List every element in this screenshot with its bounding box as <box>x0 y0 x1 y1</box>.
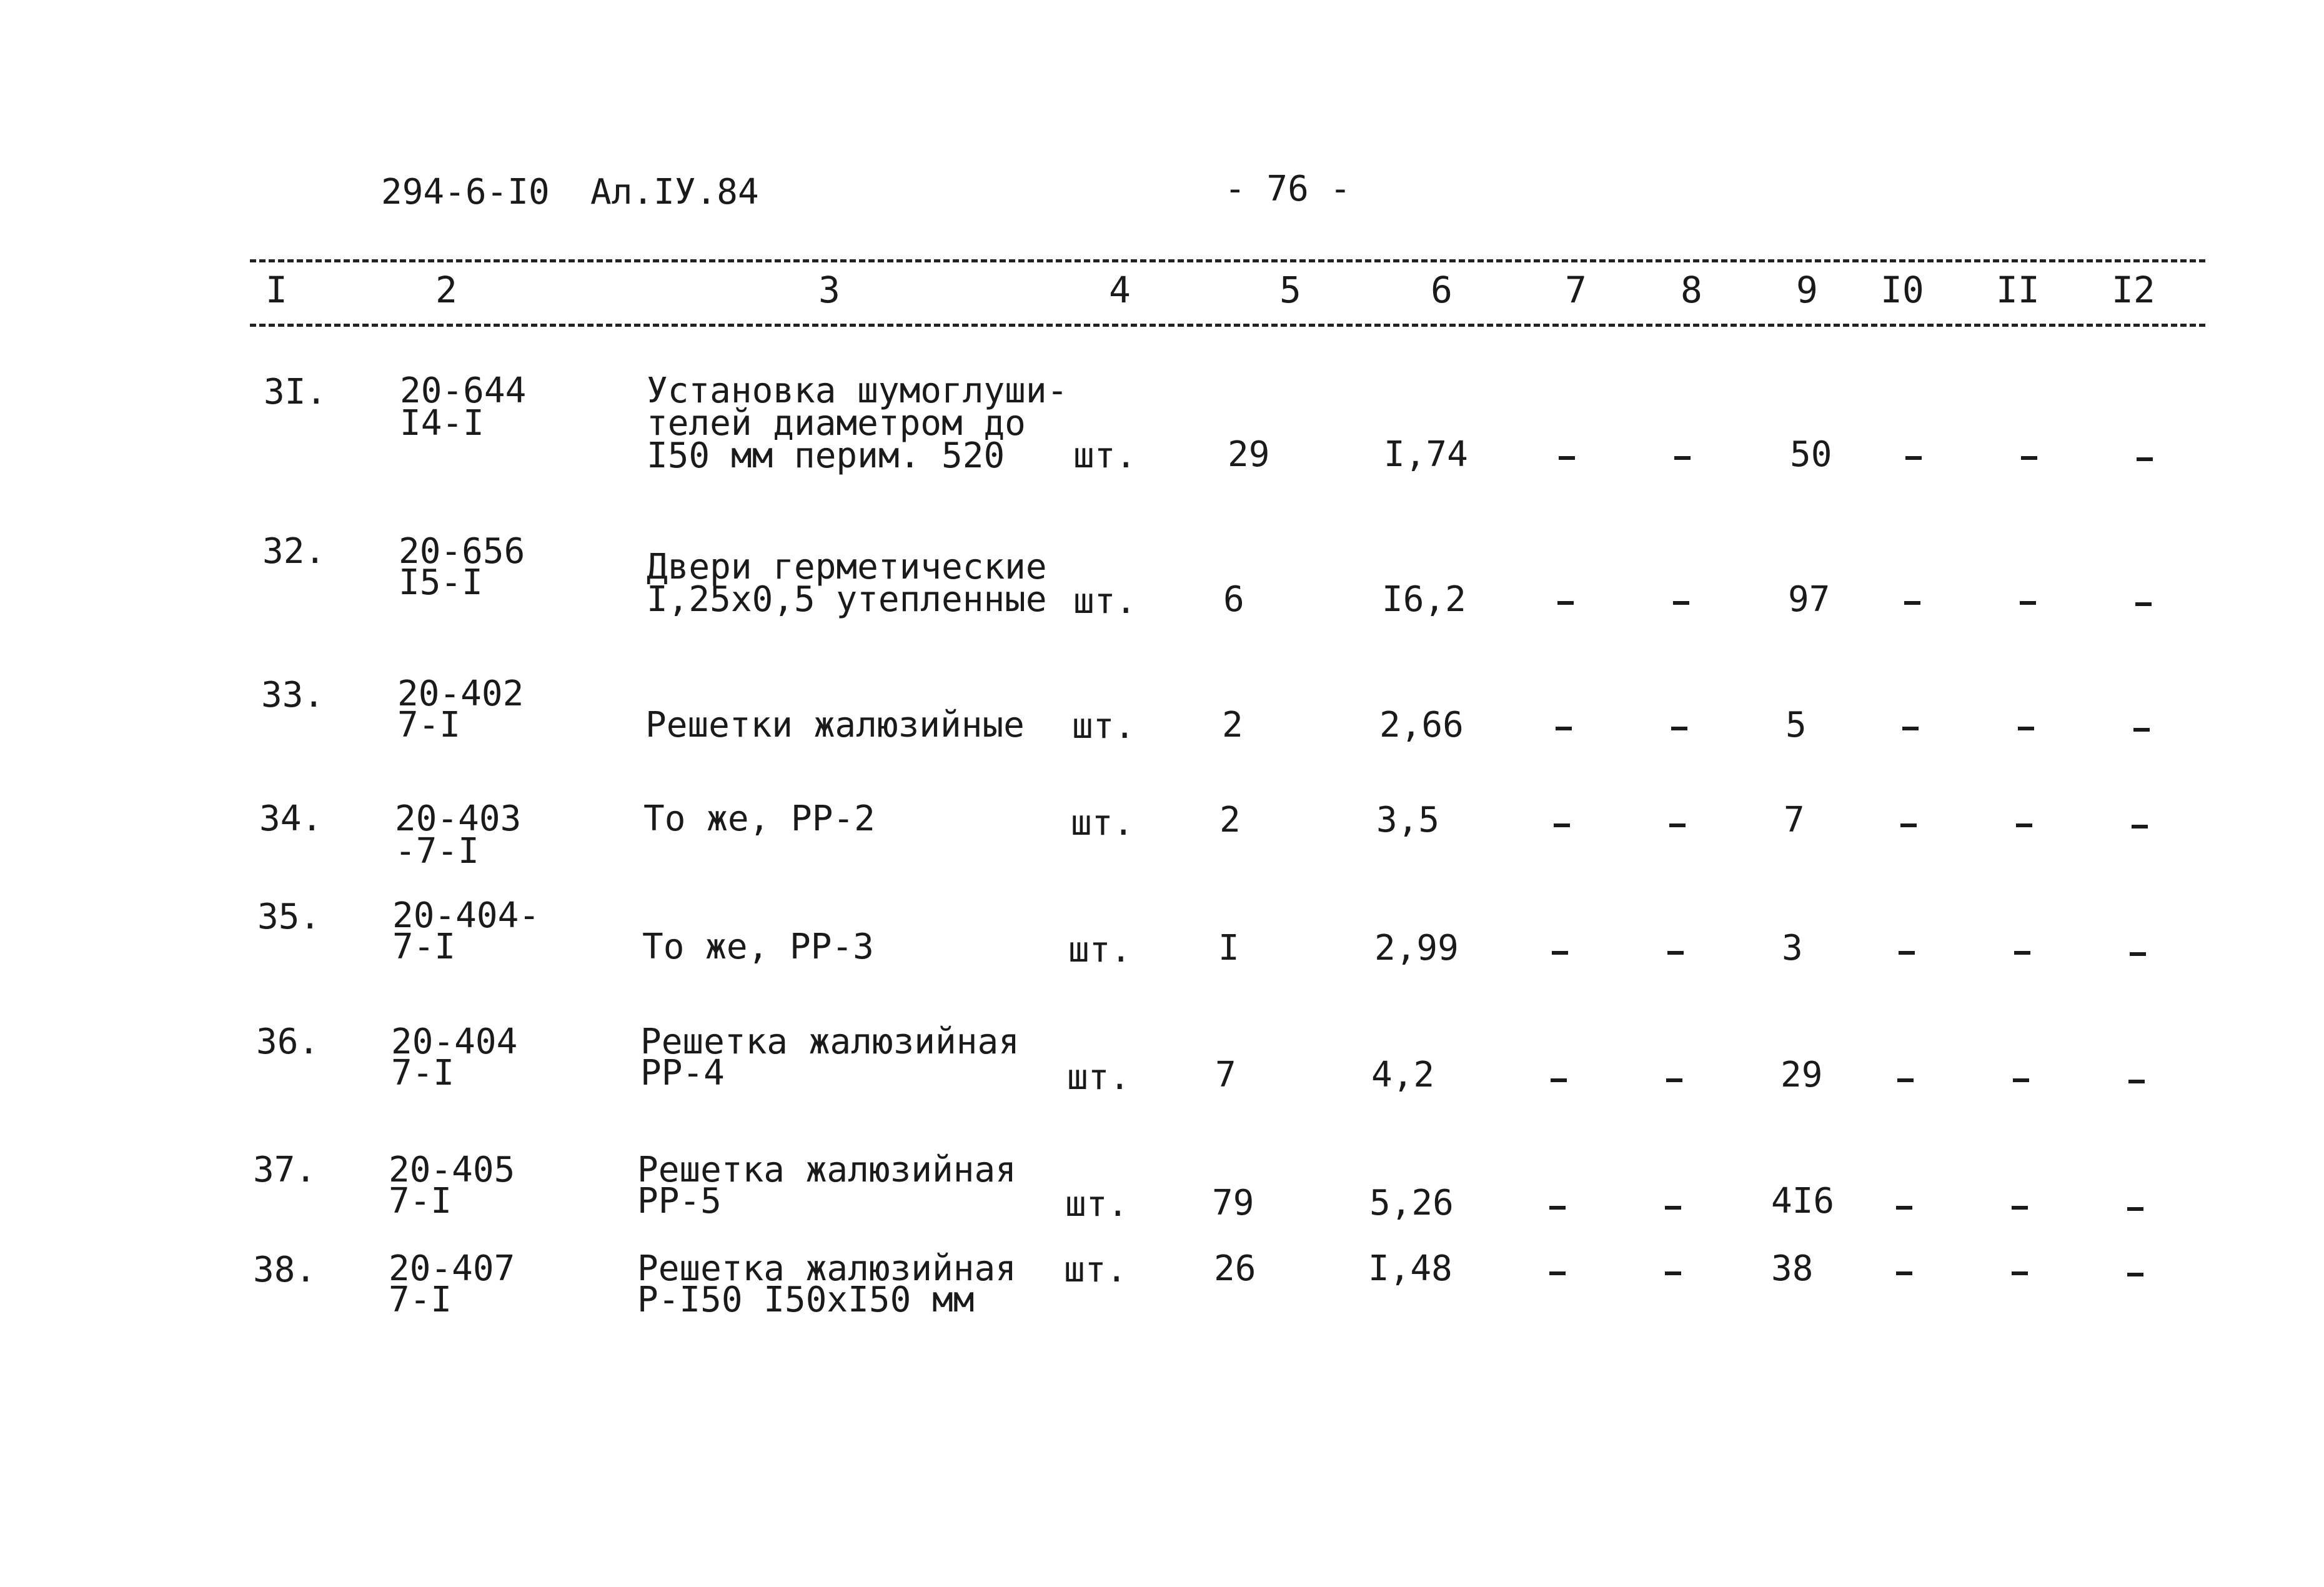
page-number: - 76 - <box>1224 169 1351 209</box>
row-col12-dash <box>2132 825 2148 828</box>
row-col9: 29 <box>1780 1055 1823 1095</box>
album-code: Ал.IУ.84 <box>590 172 759 212</box>
row-number: 36. <box>256 1022 320 1062</box>
row-col12-dash <box>2127 1273 2143 1276</box>
row-col7-dash <box>1556 727 1572 730</box>
row-description-line2: Р-I50 I50хI50 мм <box>637 1280 975 1320</box>
row-col11-dash <box>2014 951 2030 955</box>
row-col10-dash <box>1904 601 1920 605</box>
row-description-line1: Решетка жалюзийная <box>637 1248 1016 1289</box>
row-quantity: 26 <box>1214 1248 1256 1289</box>
row-unit: шт. <box>1072 706 1136 747</box>
row-code-line1: 20-402 <box>397 674 524 714</box>
row-description-line1: Двери герметические <box>647 547 1047 587</box>
row-code-line2: 7-I <box>389 1181 452 1221</box>
row-code-line2: 7-I <box>391 1053 455 1093</box>
row-description-line1: То же, РР-3 <box>642 927 874 967</box>
row-quantity: I <box>1218 928 1239 968</box>
row-col10-dash <box>1896 1206 1912 1210</box>
document-code: 294-6-I0 <box>381 172 550 212</box>
row-col6: 2,99 <box>1374 928 1459 968</box>
row-description-line1: Установка шумоглуши- <box>647 371 1068 411</box>
row-quantity: 7 <box>1215 1055 1236 1095</box>
row-col8-dash <box>1667 951 1684 955</box>
row-number: 33. <box>261 675 325 715</box>
row-description-line1: То же, РР-2 <box>643 798 875 839</box>
row-unit: шт. <box>1068 930 1132 970</box>
row-code-line1: 20-405 <box>389 1150 515 1190</box>
row-col11-dash <box>2013 1078 2029 1082</box>
row-col7-dash <box>1551 1078 1567 1082</box>
row-col9: 7 <box>1784 800 1805 840</box>
row-number: 32. <box>262 531 326 572</box>
row-code-line1: 20-644 <box>400 371 527 411</box>
column-header-5: 5 <box>1279 269 1301 311</box>
row-col12-dash <box>2127 1207 2143 1211</box>
column-header-10: I0 <box>1880 269 1924 311</box>
row-description-line3: I50 мм перим. 520 <box>647 435 1005 476</box>
row-description-line1: Решетки жалюзийные <box>645 705 1025 745</box>
row-col10-dash <box>1899 951 1915 955</box>
row-description-line1: Решетка жалюзийная <box>640 1022 1020 1062</box>
row-col9: 3 <box>1782 928 1803 968</box>
row-number: 3I. <box>264 372 327 412</box>
row-code-line2: 7-I <box>397 705 461 745</box>
row-unit: шт. <box>1073 435 1137 476</box>
row-col8-dash <box>1673 601 1689 605</box>
column-header-3: 3 <box>818 269 840 311</box>
row-col9: 5 <box>1785 705 1807 745</box>
row-col8-dash <box>1665 1271 1681 1275</box>
row-code-line2: I4-I <box>400 403 484 444</box>
column-header-11: II <box>1996 269 2040 311</box>
row-col12-dash <box>2137 457 2153 461</box>
row-number: 37. <box>253 1150 317 1190</box>
row-code-line1: 20-407 <box>389 1248 515 1289</box>
row-col6: 3,5 <box>1376 800 1440 840</box>
row-unit: шт. <box>1064 1250 1128 1290</box>
row-col10-dash <box>1900 823 1917 827</box>
row-col12-dash <box>2135 602 2152 606</box>
row-col6: 5,26 <box>1369 1183 1454 1223</box>
column-header-2: 2 <box>435 269 457 311</box>
row-description-line2: РР-4 <box>640 1053 725 1093</box>
row-col11-dash <box>2018 727 2034 730</box>
row-code-line2: 7-I <box>389 1280 452 1320</box>
row-col9: 97 <box>1788 579 1830 620</box>
row-col11-dash <box>2012 1271 2028 1275</box>
row-col6: I6,2 <box>1382 579 1466 620</box>
row-unit: шт. <box>1065 1184 1129 1225</box>
column-header-6: 6 <box>1431 269 1452 311</box>
row-col9: 50 <box>1790 434 1832 475</box>
row-col7-dash <box>1549 1271 1566 1275</box>
column-header-7: 7 <box>1565 269 1587 311</box>
row-col6: I,48 <box>1368 1248 1452 1289</box>
row-col7-dash <box>1549 1206 1566 1210</box>
row-description-line2: телей диаметром до <box>647 403 1026 444</box>
row-col6: 2,66 <box>1379 705 1464 745</box>
row-code-line2: I5-I <box>399 562 483 603</box>
row-code-line2: -7-I <box>395 831 479 872</box>
column-header-4: 4 <box>1109 269 1131 311</box>
row-quantity: 2 <box>1222 705 1243 745</box>
row-quantity: 2 <box>1219 800 1241 840</box>
row-code-line2: 7-I <box>392 927 456 967</box>
row-code-line1: 20-656 <box>399 531 525 572</box>
column-header-8: 8 <box>1681 269 1702 311</box>
row-number: 34. <box>259 798 323 839</box>
column-header-9: 9 <box>1796 269 1818 311</box>
row-quantity: 79 <box>1212 1183 1254 1223</box>
row-col9: 38 <box>1771 1248 1814 1289</box>
row-col7-dash <box>1554 823 1570 827</box>
row-col8-dash <box>1669 823 1686 827</box>
table-header-bottom-rule <box>250 324 2205 327</box>
row-col8-dash <box>1671 727 1687 730</box>
row-col11-dash <box>2012 1206 2028 1210</box>
row-col7-dash <box>1559 456 1575 460</box>
row-col10-dash <box>1905 456 1922 460</box>
row-col11-dash <box>2021 456 2037 460</box>
column-header-1: I <box>266 269 287 311</box>
row-col12-dash <box>2133 728 2150 732</box>
row-col12-dash <box>2128 1080 2145 1083</box>
row-unit: шт. <box>1073 581 1137 622</box>
row-col9: 4I6 <box>1771 1181 1835 1221</box>
table-top-rule <box>250 259 2205 262</box>
row-col8-dash <box>1674 456 1691 460</box>
row-description-line2: РР-5 <box>637 1181 722 1221</box>
row-col12-dash <box>2130 952 2146 956</box>
row-code-line1: 20-404- <box>392 895 540 936</box>
row-col8-dash <box>1665 1206 1681 1210</box>
row-col7-dash <box>1552 951 1568 955</box>
row-description-line2: I,25х0,5 утепленные <box>647 579 1047 620</box>
row-col11-dash <box>2016 823 2032 827</box>
row-col10-dash <box>1896 1271 1912 1275</box>
row-col11-dash <box>2020 601 2036 605</box>
column-header-12: I2 <box>2112 269 2155 311</box>
row-col10-dash <box>1902 727 1919 730</box>
row-code-line1: 20-404 <box>391 1022 518 1062</box>
row-description-line1: Решетка жалюзийная <box>637 1150 1016 1190</box>
row-col6: 4,2 <box>1371 1055 1435 1095</box>
row-number: 38. <box>253 1250 317 1290</box>
row-quantity: 6 <box>1223 579 1244 620</box>
row-quantity: 29 <box>1228 434 1270 475</box>
row-col10-dash <box>1897 1078 1914 1082</box>
row-number: 35. <box>257 897 321 937</box>
row-code-line1: 20-403 <box>395 798 522 839</box>
row-col7-dash <box>1557 601 1574 605</box>
row-col6: I,74 <box>1384 434 1468 475</box>
row-unit: шт. <box>1071 803 1135 843</box>
row-col8-dash <box>1666 1078 1682 1082</box>
row-unit: шт. <box>1067 1057 1131 1098</box>
